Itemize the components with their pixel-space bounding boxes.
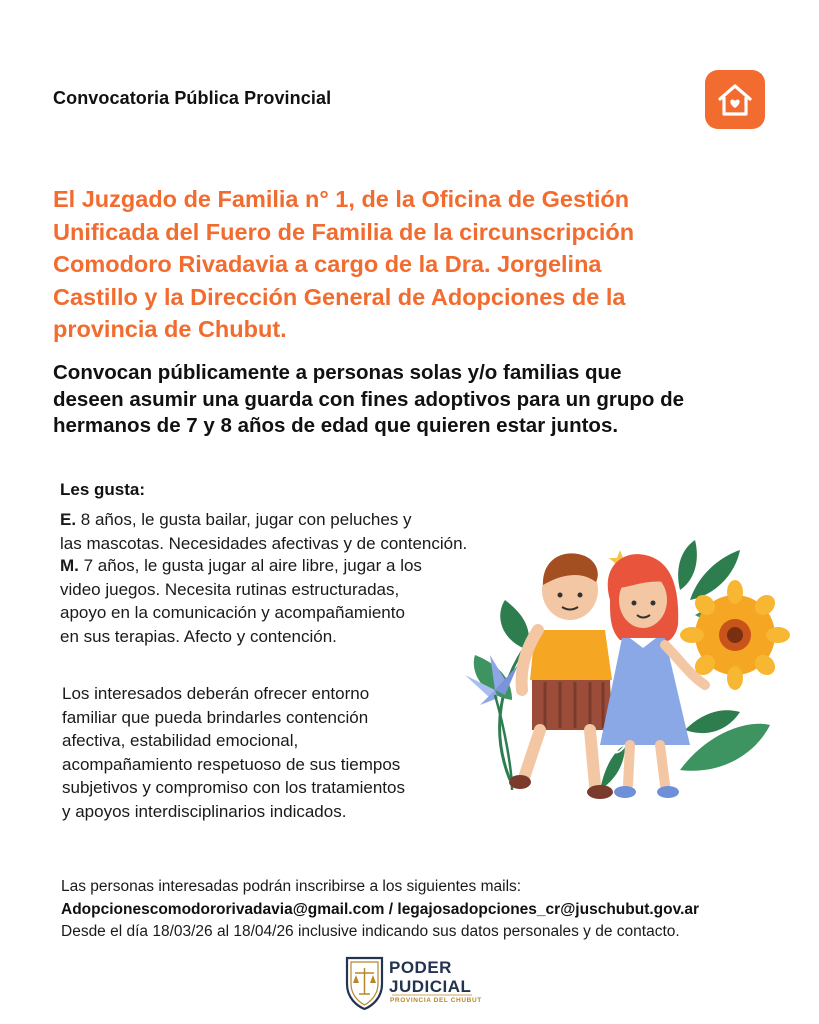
- heading-line: El Juzgado de Familia n° 1, de la Oficina de Gestión: [53, 186, 630, 212]
- page-header-title: Convocatoria Pública Provincial: [53, 88, 332, 108]
- requirements-line: familiar que pueda brindarles contención: [62, 707, 369, 727]
- requirements-line: Los interesados deberán ofrecer entorno: [62, 684, 370, 703]
- intro-line: hermanos de 7 y 8 años de edad que quieren estar juntos.: [53, 414, 619, 437]
- children-with-flowers-illustration: [450, 530, 790, 820]
- heading-line: Unificada del Fuero de Familia de la circunscripción: [53, 218, 635, 245]
- requirements-line: acompañamiento respetuoso de sus tiempos: [62, 754, 401, 774]
- child-m-initial: M.: [60, 556, 79, 575]
- contact-emails[interactable]: Adopcionescomodororivadavia@gmail.com / legajosadopciones_cr@juschubut.gov.ar: [61, 900, 700, 918]
- heading-line: provincia de Chubut.: [53, 316, 287, 342]
- child-e-line: las mascotas. Necesidades afectivas y de contención.: [60, 533, 468, 553]
- intro-line: Convocan públicamente a personas solas y/o familias que: [53, 361, 622, 384]
- boy-figure-icon: [509, 553, 613, 799]
- logo-wordmark: [389, 958, 471, 996]
- child-e-line: 8 años, le gusta bailar, jugar con peluches y: [76, 510, 412, 529]
- house-heart-icon: [705, 70, 765, 129]
- logo-line: PODER: [389, 958, 452, 977]
- footer-line: Las personas interesadas podrán inscribirse a los siguientes mails:: [61, 878, 522, 895]
- logo-line: JUDICIAL: [389, 977, 472, 996]
- intro-line: deseen asumir una guarda con fines adoptivos para un grupo de: [53, 387, 685, 411]
- heading-line: Comodoro Rivadavia a cargo de la Dra. Jorgelina: [53, 251, 602, 277]
- child-m-line: video juegos. Necesita rutinas estructuradas,: [60, 579, 400, 599]
- child-m-line: en sus terapias. Afecto y contención.: [60, 626, 337, 646]
- requirements-line: subjetivos y compromiso con los tratamientos: [62, 778, 405, 797]
- child-e-description: [60, 508, 467, 555]
- child-m-description: [60, 554, 422, 648]
- heading-line: Castillo y la Dirección General de Adopciones de la: [53, 283, 626, 310]
- requirements-paragraph: [62, 682, 405, 823]
- footer-line: Desde el día 18/03/26 al 18/04/26 inclusive indicando sus datos personales y de contacto.: [61, 923, 680, 940]
- likes-title: Les gusta:: [60, 480, 146, 499]
- requirements-line: afectiva, estabilidad emocional,: [62, 731, 299, 750]
- logo-subtitle: PROVINCIA DEL CHUBUT: [390, 997, 482, 1004]
- footer-contact: [61, 876, 699, 944]
- announcement-heading: [53, 183, 773, 346]
- child-m-line: apoyo en la comunicación y acompañamiento: [60, 603, 405, 622]
- child-m-line: 7 años, le gusta jugar al aire libre, jugar a los: [78, 556, 422, 575]
- requirements-line: y apoyos interdisciplinarios indicados.: [62, 801, 347, 821]
- intro-paragraph: [53, 360, 773, 440]
- child-e-initial: E.: [60, 510, 77, 529]
